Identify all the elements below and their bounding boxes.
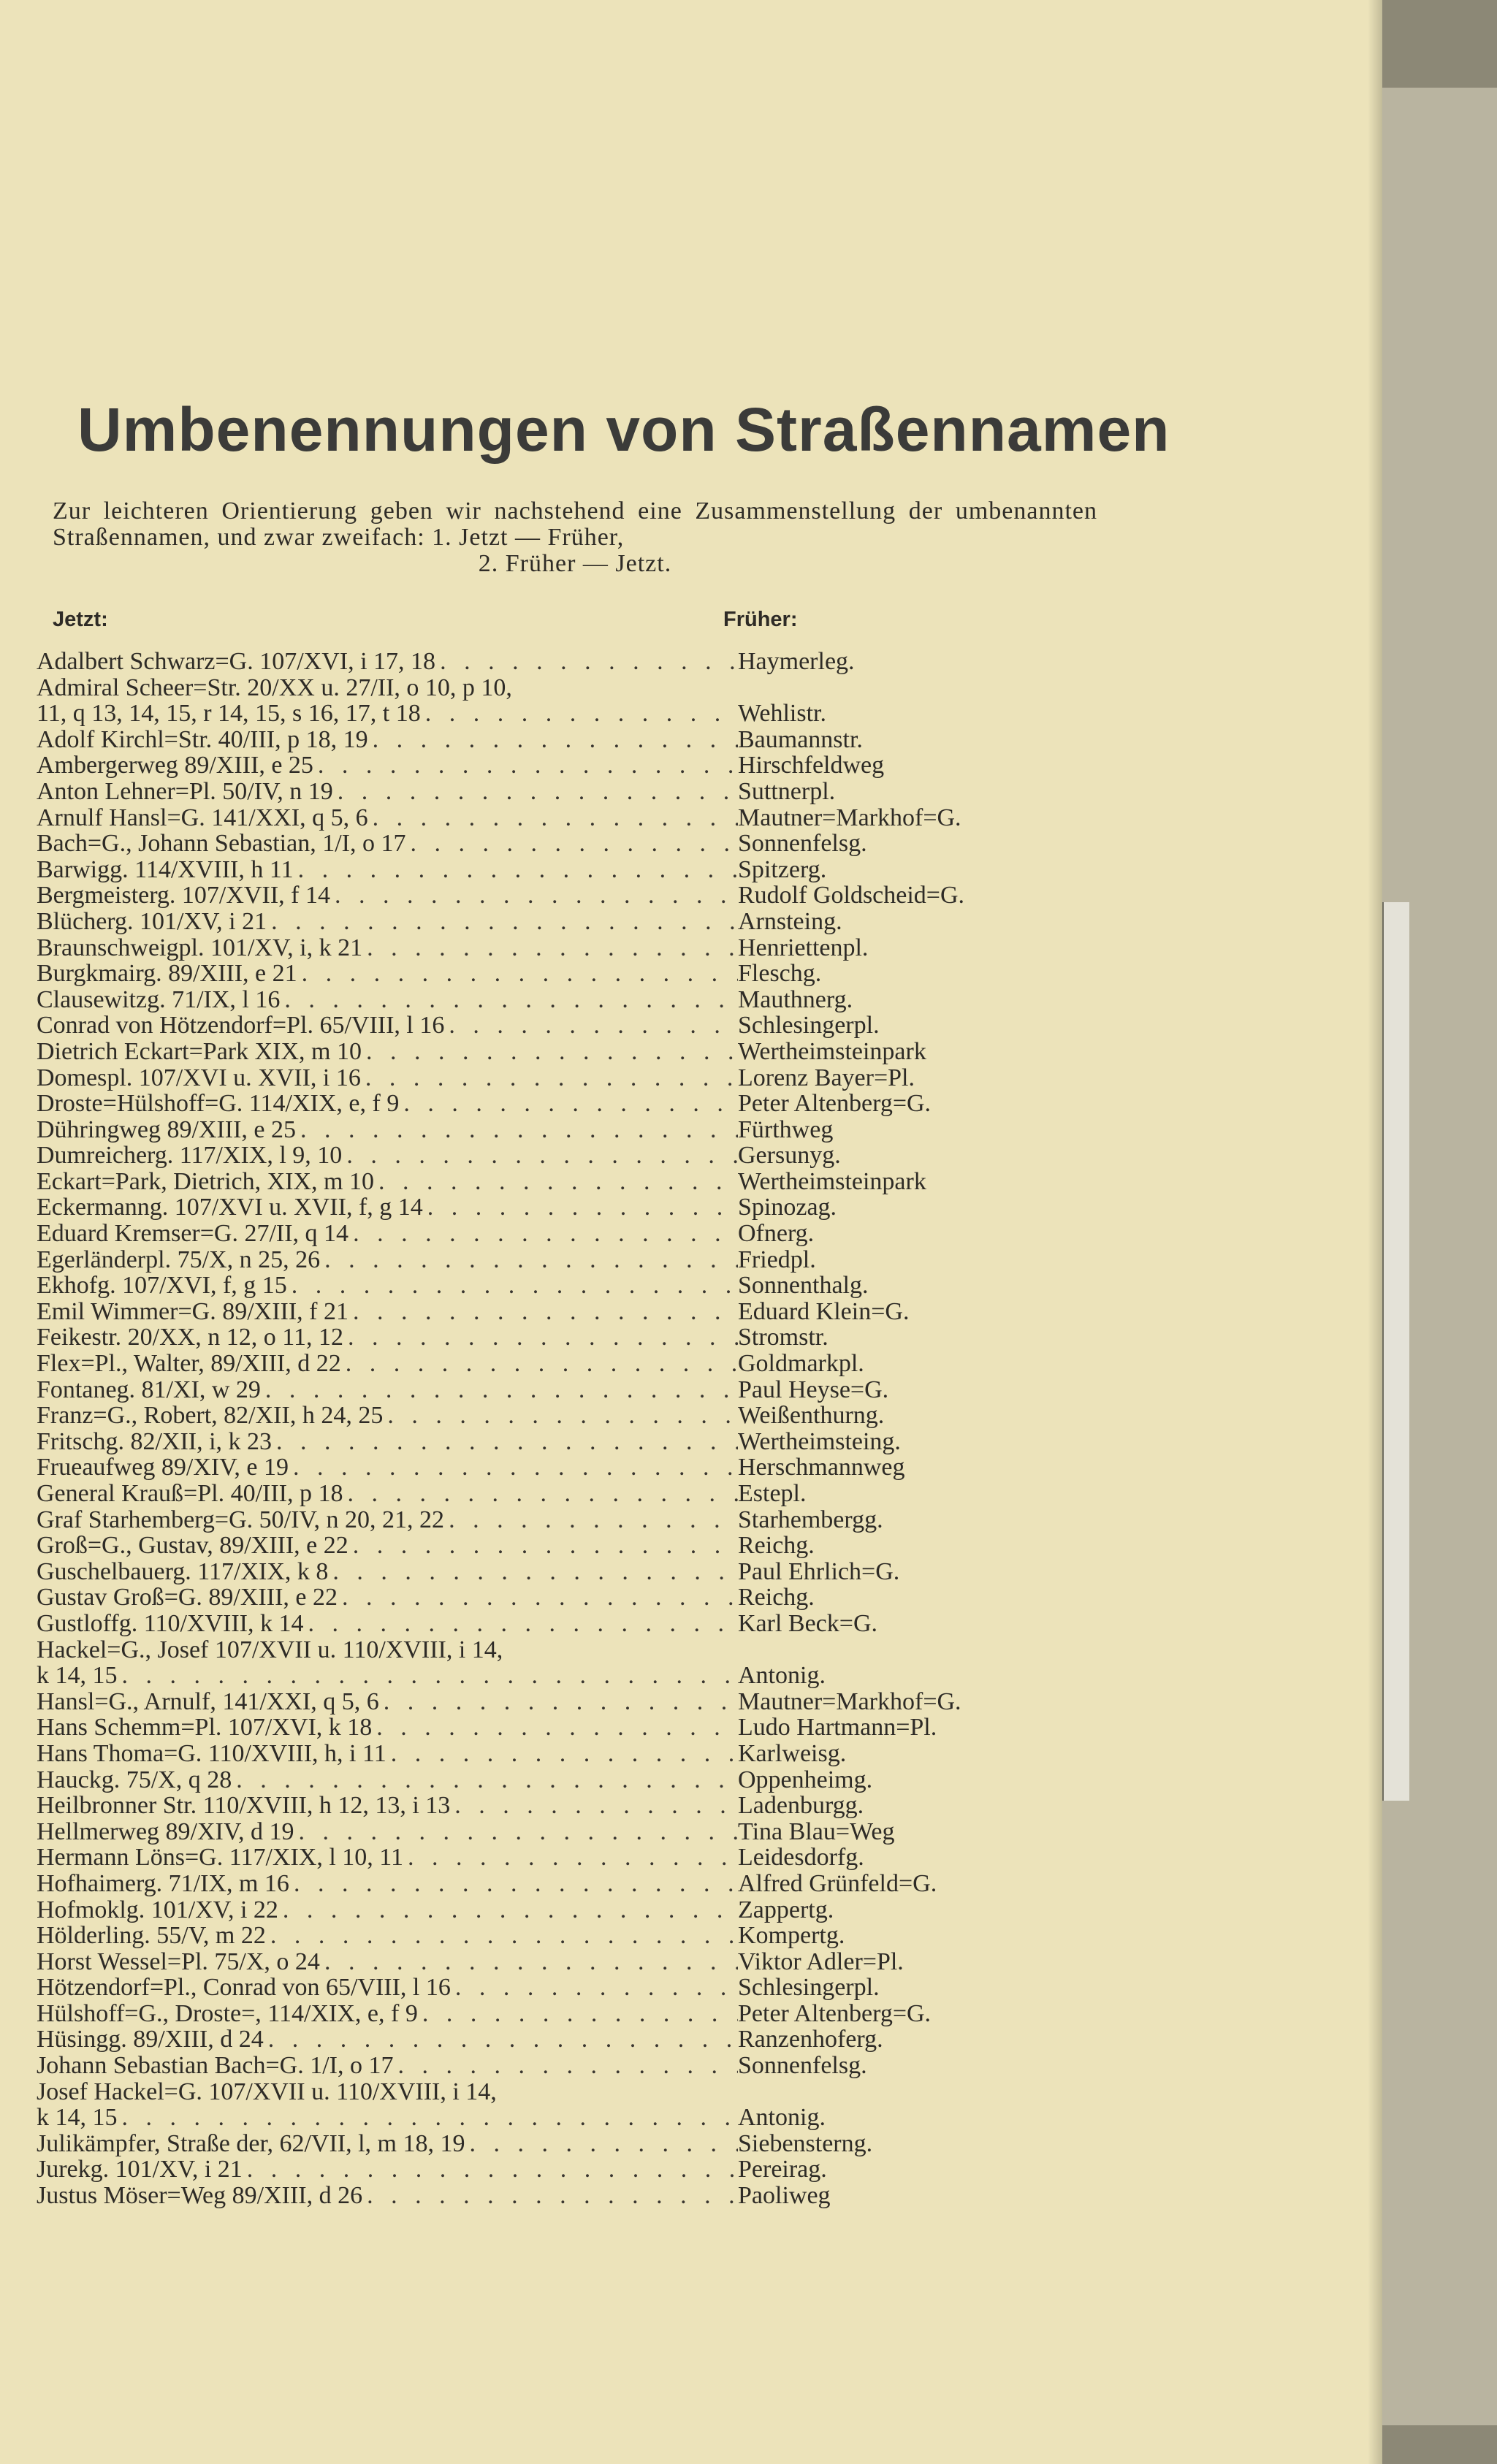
list-item <box>37 1039 1030 1065</box>
current-street-name: 11, q 13, 14, 15, r 14, 15, s 16, 17, t 18 <box>37 700 421 728</box>
former-street-name: Sonnenfelsg. <box>738 2052 867 2080</box>
dot-leader <box>403 1845 738 1871</box>
list-item <box>37 1481 1030 1507</box>
dot-leader <box>405 831 738 857</box>
dot-leader <box>278 1897 738 1923</box>
current-street-name: Hölderling. 55/V, m 22 <box>37 1922 266 1950</box>
list-item <box>37 1403 1030 1429</box>
current-street-name: Dumreicherg. 117/XIX, l 9, 10 <box>37 1142 343 1170</box>
current-street-name: Julikämpfer, Straße der, 62/VII, l, m 18, 19 <box>37 2129 465 2157</box>
dot-leader <box>320 1949 738 1975</box>
dot-leader <box>383 1403 738 1429</box>
dot-leader <box>330 882 738 909</box>
former-street-name: Paul Ehrlich=G. <box>738 1557 900 1585</box>
current-street-name: k 14, 15 <box>37 1662 118 1690</box>
list-item <box>37 727 1030 753</box>
dot-leader <box>232 1767 738 1793</box>
former-street-name: Schlesingerpl. <box>738 1012 880 1040</box>
dot-leader <box>372 1714 738 1741</box>
former-street-name: Wertheimsteinpark <box>738 1167 926 1195</box>
former-street-name: Reichg. <box>738 1532 815 1560</box>
former-street-name: Schlesingerpl. <box>738 1974 880 2002</box>
list-item <box>37 1897 1030 1923</box>
list-item <box>37 831 1030 857</box>
intro-text-last-line: 2. Früher — Jetzt. <box>478 550 672 577</box>
list-item <box>37 1143 1030 1169</box>
former-street-name: Rudolf Goldscheid=G. <box>738 882 965 909</box>
current-street-name: Fritschg. 82/XII, i, k 23 <box>37 1427 273 1455</box>
list-item <box>37 857 1030 883</box>
dot-leader <box>328 1559 738 1585</box>
former-street-name: Henriettenpl. <box>738 934 869 961</box>
list-item <box>37 1117 1030 1143</box>
dot-leader <box>287 1273 738 1299</box>
current-street-name: Adalbert Schwarz=G. 107/XVI, i 17, 18 <box>37 648 436 675</box>
former-street-name: Wehlistr. <box>738 700 826 728</box>
dot-leader <box>399 1091 738 1117</box>
list-item <box>37 2183 1030 2209</box>
dot-leader <box>435 649 738 675</box>
former-street-name: Paoliweg <box>738 2182 831 2210</box>
current-street-name: Johann Sebastian Bach=G. 1/I, o 17 <box>37 2052 394 2080</box>
list-item <box>37 1065 1030 1091</box>
current-street-name: Adolf Kirchl=Str. 40/III, p 18, 19 <box>37 725 368 753</box>
dot-leader <box>343 1324 738 1351</box>
list-item <box>37 2079 1030 2105</box>
current-street-name: Dietrich Eckart=Park XIX, m 10 <box>37 1037 362 1065</box>
former-street-name: Sonnenfelsg. <box>738 830 867 858</box>
list-item <box>37 2156 1030 2183</box>
dot-leader <box>341 1351 738 1377</box>
former-street-name: Wertheimsteing. <box>738 1427 901 1455</box>
list-item <box>37 1793 1030 1819</box>
list-item <box>37 1091 1030 1117</box>
list-item <box>37 1975 1030 2001</box>
current-street-name: Hans Thoma=G. 110/XVIII, h, i 11 <box>37 1739 386 1767</box>
current-street-name: Hermann Löns=G. 117/XIX, l 10, 11 <box>37 1844 404 1872</box>
current-street-name: Clausewitzg. 71/IX, l 16 <box>37 985 281 1013</box>
dot-leader <box>423 1194 738 1221</box>
list-item <box>37 2026 1030 2053</box>
dot-leader <box>418 2001 738 2027</box>
former-street-name: Starhembergg. <box>738 1506 883 1533</box>
list-item <box>37 1819 1030 1845</box>
list-item <box>37 987 1030 1013</box>
list-item <box>37 805 1030 831</box>
dot-leader <box>261 1377 738 1403</box>
dot-leader <box>280 987 738 1013</box>
list-item <box>37 1351 1030 1377</box>
current-street-name: Graf Starhemberg=G. 50/IV, n 20, 21, 22 <box>37 1506 445 1533</box>
list-item <box>37 935 1030 961</box>
former-street-name: Eduard Klein=G. <box>738 1297 910 1325</box>
dot-leader <box>368 727 738 753</box>
former-street-name: Friedpl. <box>738 1246 816 1273</box>
former-street-name: Peter Altenberg=G. <box>738 1090 932 1118</box>
dot-leader <box>393 2053 738 2079</box>
former-street-name: Sonnenthalg. <box>738 1272 869 1300</box>
list-item <box>37 882 1030 909</box>
dot-leader <box>450 1793 738 1819</box>
list-item <box>37 1767 1030 1793</box>
former-street-name: Karl Beck=G. <box>738 1609 878 1637</box>
list-item <box>37 2001 1030 2027</box>
former-street-name: Kompertg. <box>738 1922 845 1950</box>
dot-leader <box>362 935 738 961</box>
list-item <box>37 701 1030 727</box>
list-item <box>37 1194 1030 1221</box>
current-street-name: Horst Wessel=Pl. 75/X, o 24 <box>37 1948 320 1975</box>
current-street-name: Hüsingg. 89/XIII, d 24 <box>37 2026 264 2053</box>
current-street-name: Anton Lehner=Pl. 50/IV, n 19 <box>37 777 333 805</box>
current-street-name: Fontaneg. 81/XI, w 29 <box>37 1376 261 1403</box>
former-street-name: Goldmarkpl. <box>738 1350 864 1378</box>
former-street-name: Herschmannweg <box>738 1454 905 1481</box>
current-street-name: Braunschweigpl. 101/XV, i, k 21 <box>37 934 363 961</box>
dot-leader <box>444 1012 738 1039</box>
dot-leader <box>348 1221 738 1247</box>
dot-leader <box>465 2131 738 2157</box>
list-item <box>37 779 1030 805</box>
current-street-name: Josef Hackel=G. 107/XVII u. 110/XVIII, i 14, <box>37 2078 497 2105</box>
list-item <box>37 961 1030 987</box>
current-street-name: Hülshoff=G., Droste=, 114/XIX, e, f 9 <box>37 1999 418 2027</box>
former-street-name: Suttnerpl. <box>738 777 836 805</box>
dot-leader <box>294 857 738 883</box>
dot-leader <box>296 1117 738 1143</box>
dot-leader <box>368 805 738 831</box>
current-street-name: Eduard Kremser=G. 27/II, q 14 <box>37 1220 349 1248</box>
dot-leader <box>289 1454 738 1481</box>
current-street-name: Feikestr. 20/XX, n 12, o 11, 12 <box>37 1324 343 1351</box>
former-street-name: Arnsteing. <box>738 907 842 935</box>
current-street-name: Gustloffg. 110/XVIII, k 14 <box>37 1609 304 1637</box>
former-street-name: Antonig. <box>738 1662 826 1690</box>
column-header-now: Jetzt: <box>53 608 108 631</box>
list-item <box>37 1559 1030 1585</box>
dot-leader <box>118 1663 739 1689</box>
former-street-name: Ladenburgg. <box>738 1792 864 1820</box>
former-street-name: Fürthweg <box>738 1115 834 1143</box>
dot-leader <box>243 2156 738 2183</box>
dot-leader <box>342 1143 738 1169</box>
page-tab-marker <box>1381 902 1409 1801</box>
former-street-name: Karlweisg. <box>738 1739 847 1767</box>
list-item <box>37 1454 1030 1481</box>
dot-leader <box>267 909 738 935</box>
list-item <box>37 1273 1030 1299</box>
current-street-name: Bach=G., Johann Sebastian, 1/I, o 17 <box>37 830 406 858</box>
current-street-name: Hansl=G., Arnulf, 141/XXI, q 5, 6 <box>37 1687 379 1715</box>
current-street-name: Justus Möser=Weg 89/XIII, d 26 <box>37 2182 363 2210</box>
former-street-name: Ranzenhoferg. <box>738 2026 883 2053</box>
dot-leader <box>303 1611 738 1637</box>
current-street-name: Blücherg. 101/XV, i 21 <box>37 907 267 935</box>
current-street-name: Jurekg. 101/XV, i 21 <box>37 2156 243 2183</box>
former-street-name: Spitzerg. <box>738 855 827 883</box>
former-street-name: Antonig. <box>738 2104 826 2132</box>
list-item <box>37 1324 1030 1351</box>
list-item <box>37 1949 1030 1975</box>
former-street-name: Mauthnerg. <box>738 985 853 1013</box>
current-street-name: Bergmeisterg. 107/XVII, f 14 <box>37 882 330 909</box>
list-item <box>37 1584 1030 1611</box>
current-street-name: Arnulf Hansl=G. 141/XXI, q 5, 6 <box>37 804 368 831</box>
list-item <box>37 1845 1030 1871</box>
former-street-name: Mautner=Markhof=G. <box>738 1687 961 1715</box>
dot-leader <box>421 701 738 727</box>
list-item <box>37 1299 1030 1325</box>
current-street-name: Gustav Groß=G. 89/XIII, e 22 <box>37 1584 338 1611</box>
intro-paragraph <box>53 498 1097 577</box>
current-street-name: Groß=G., Gustav, 89/XIII, e 22 <box>37 1532 348 1560</box>
list-item <box>37 1429 1030 1455</box>
dot-leader <box>386 1741 738 1767</box>
list-item <box>37 1169 1030 1195</box>
dot-leader <box>379 1689 738 1715</box>
list-item <box>37 649 1030 675</box>
dot-leader <box>361 1065 738 1091</box>
dot-leader <box>313 752 738 779</box>
former-street-name: Haymerleg. <box>738 648 855 675</box>
former-street-name: Weißenthurng. <box>738 1402 885 1430</box>
current-street-name: Hofmoklg. 101/XV, i 22 <box>37 1896 278 1923</box>
current-street-name: Domespl. 107/XVI u. XVII, i 16 <box>37 1064 361 1091</box>
column-header-before: Früher: <box>723 608 798 631</box>
list-item <box>37 752 1030 779</box>
former-street-name: Wertheimsteinpark <box>738 1037 926 1065</box>
page-title: Umbenennungen von Straßennamen <box>77 395 1170 464</box>
former-street-name: Zappertg. <box>738 1896 834 1923</box>
former-street-name: Baumannstr. <box>738 725 863 753</box>
dot-leader <box>343 1481 738 1507</box>
current-street-name: Ekhofg. 107/XVI, f, g 15 <box>37 1272 287 1300</box>
dot-leader <box>320 1247 738 1273</box>
current-street-name: Guschelbauerg. 117/XIX, k 8 <box>37 1557 329 1585</box>
list-item <box>37 2131 1030 2157</box>
current-street-name: Admiral Scheer=Str. 20/XX u. 27/II, o 10, p 10, <box>37 674 512 701</box>
former-street-name: Paul Heyse=G. <box>738 1376 889 1403</box>
current-street-name: Hauckg. 75/X, q 28 <box>37 1766 232 1793</box>
dot-leader <box>374 1169 738 1195</box>
list-item <box>37 1714 1030 1741</box>
list-item <box>37 1377 1030 1403</box>
former-street-name: Siebensterng. <box>738 2129 873 2157</box>
list-item <box>37 2053 1030 2079</box>
former-street-name: Tina Blau=Weg <box>738 1818 895 1845</box>
list-item <box>37 1247 1030 1273</box>
dot-leader <box>297 961 738 987</box>
former-street-name: Fleschg. <box>738 960 822 988</box>
former-street-name: Leidesdorfg. <box>738 1844 864 1872</box>
list-item <box>37 1533 1030 1559</box>
current-street-name: Eckermanng. 107/XVI u. XVII, f, g 14 <box>37 1194 423 1221</box>
current-street-name: Franz=G., Robert, 82/XII, h 24, 25 <box>37 1402 384 1430</box>
current-street-name: Emil Wimmer=G. 89/XIII, f 21 <box>37 1297 348 1325</box>
dot-leader <box>272 1429 738 1455</box>
former-street-name: Lorenz Bayer=Pl. <box>738 1064 915 1091</box>
dot-leader <box>294 1819 738 1845</box>
list-item <box>37 675 1030 701</box>
current-street-name: Hofhaimerg. 71/IX, m 16 <box>37 1869 289 1897</box>
list-item <box>37 1221 1030 1247</box>
former-street-name: Ludo Hartmann=Pl. <box>738 1714 937 1742</box>
list-item <box>37 2105 1030 2131</box>
current-street-name: Burgkmairg. 89/XIII, e 21 <box>37 960 297 988</box>
list-item <box>37 1507 1030 1533</box>
dot-leader <box>264 2026 738 2053</box>
former-street-name: Stromstr. <box>738 1324 829 1351</box>
dot-leader <box>362 1039 738 1065</box>
current-street-name: Hackel=G., Josef 107/XVII u. 110/XVIII, i 14, <box>37 1636 503 1663</box>
current-street-name: Eckart=Park, Dietrich, XIX, m 10 <box>37 1167 374 1195</box>
list-item <box>37 1923 1030 1949</box>
dot-leader <box>333 779 738 805</box>
street-rename-list <box>37 649 1030 2209</box>
intro-text: Zur leichteren Orientierung geben wir nachstehend eine Zusammenstellung der umbenannten Straßennamen, und zwar zweifach: 1. Jetzt — Früher, <box>53 497 1097 551</box>
former-street-name: Pereirag. <box>738 2156 827 2183</box>
dot-leader <box>451 1975 738 2001</box>
current-street-name: Conrad von Hötzendorf=Pl. 65/VIII, l 16 <box>37 1012 445 1040</box>
dot-leader <box>118 2105 739 2131</box>
former-street-name: Mautner=Markhof=G. <box>738 804 961 831</box>
former-street-name: Alfred Grünfeld=G. <box>738 1869 937 1897</box>
former-street-name: Peter Altenberg=G. <box>738 1999 932 2027</box>
list-item <box>37 1012 1030 1039</box>
list-item <box>37 1663 1030 1689</box>
current-street-name: Egerländerpl. 75/X, n 25, 26 <box>37 1246 321 1273</box>
dot-leader <box>444 1507 738 1533</box>
former-street-name: Spinozag. <box>738 1194 837 1221</box>
current-street-name: Droste=Hülshoff=G. 114/XIX, e, f 9 <box>37 1090 400 1118</box>
current-street-name: Barwigg. 114/XVIII, h 11 <box>37 855 294 883</box>
current-street-name: k 14, 15 <box>37 2104 118 2132</box>
former-street-name: Oppenheimg. <box>738 1766 873 1793</box>
dot-leader <box>266 1923 738 1949</box>
current-street-name: Heilbronner Str. 110/XVIII, h 12, 13, i 13 <box>37 1792 451 1820</box>
dot-leader <box>362 2183 738 2209</box>
dot-leader <box>338 1584 738 1611</box>
list-item <box>37 1637 1030 1663</box>
current-street-name: Flex=Pl., Walter, 89/XIII, d 22 <box>37 1350 341 1378</box>
current-street-name: Hans Schemm=Pl. 107/XVI, k 18 <box>37 1714 373 1742</box>
dot-leader <box>289 1871 738 1897</box>
list-item <box>37 1689 1030 1715</box>
dot-leader <box>348 1299 738 1325</box>
current-street-name: Dühringweg 89/XIII, e 25 <box>37 1115 297 1143</box>
list-item <box>37 1611 1030 1637</box>
former-street-name: Ofnerg. <box>738 1220 815 1248</box>
current-street-name: General Krauß=Pl. 40/III, p 18 <box>37 1480 343 1507</box>
former-street-name: Reichg. <box>738 1584 815 1611</box>
former-street-name: Estepl. <box>738 1480 807 1507</box>
list-item <box>37 1871 1030 1897</box>
former-street-name: Hirschfeldweg <box>738 752 885 779</box>
current-street-name: Hellmerweg 89/XIV, d 19 <box>37 1818 294 1845</box>
list-item <box>37 1741 1030 1767</box>
current-street-name: Ambergerweg 89/XIII, e 25 <box>37 752 313 779</box>
current-street-name: Frueaufweg 89/XIV, e 19 <box>37 1454 289 1481</box>
former-street-name: Gersunyg. <box>738 1142 841 1170</box>
current-street-name: Hötzendorf=Pl., Conrad von 65/VIII, l 16 <box>37 1974 451 2002</box>
former-street-name: Viktor Adler=Pl. <box>738 1948 904 1975</box>
dot-leader <box>348 1533 738 1559</box>
list-item <box>37 909 1030 935</box>
